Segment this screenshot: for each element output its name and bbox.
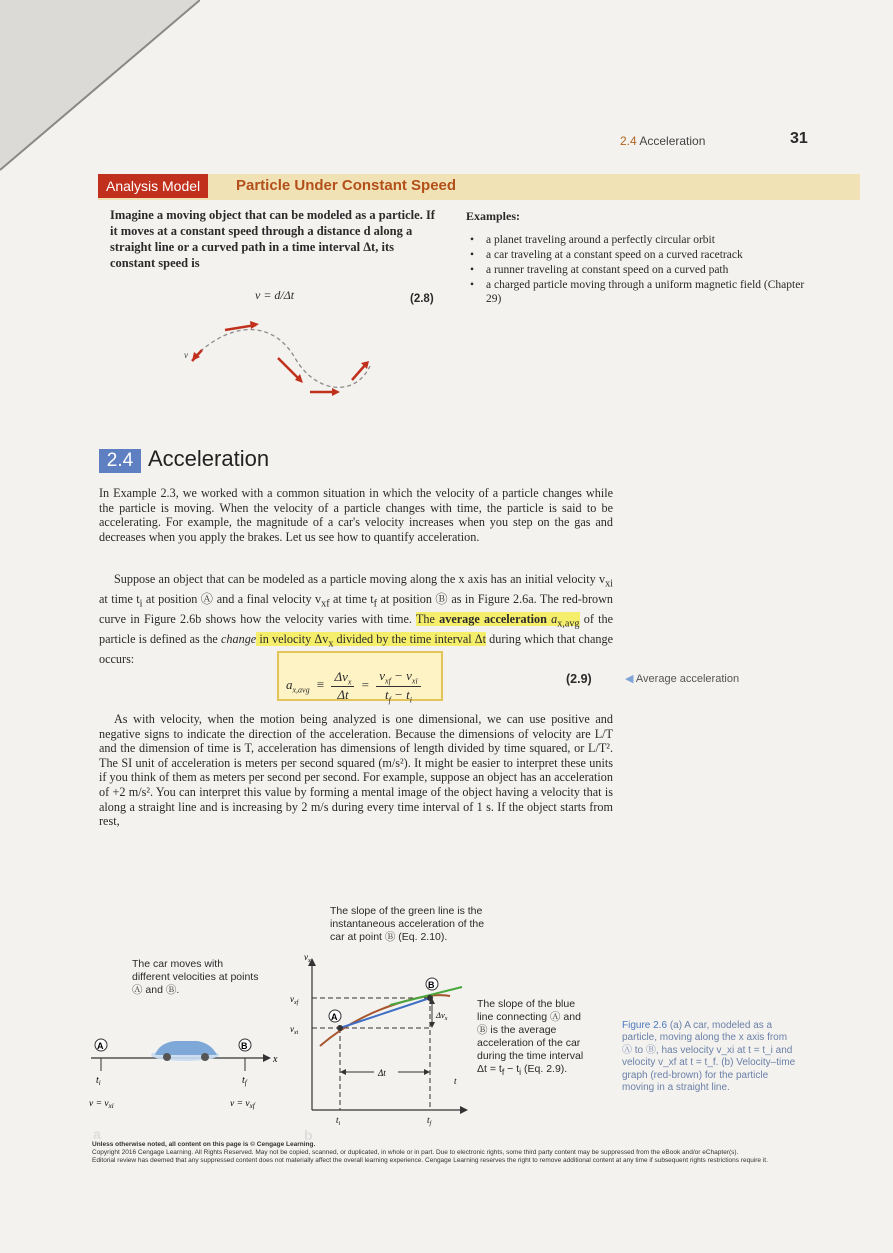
paragraph-3: As with velocity, when the motion being analyzed is one dimensional, we can use positive and negative signs to indicate the direction of the acceleration. Because the dimensions of velocity are L/T and the dimension of time is T, acceleration has dimensions of length divided by time squared, or L/T². The SI unit of acceleration is meters per second squared (m/s²). It might be easier to interpret these units if you think of them as meters per second per second. For example, suppose an object has an acceleration of +2 m/s². You can interpret this value by forming a mental image of the object having a velocity that is along a straight line and is increasing by 2 m/s during every time interval of 1 s. If the object starts from rest,: [99, 712, 613, 829]
svg-text:a: a: [93, 1126, 101, 1142]
point-a-label: A: [97, 1041, 104, 1051]
paragraph-2: Suppose an object that can be modeled as a particle moving along the x axis has an initial velocity $v_{xi}$ at time $t_i$ at position Ⓐ and a final velocity $v_{xf}$ at time $t_f$ at position Ⓑ as in Figure 2.6a. The red-brown curve in Figure 2.6b shows how the velocity varies with time. The average acceleration $a_{x,avg}$ of the particle is defined as the change in velocity $\Delta v_x$ divided by the time interval Δt during which that change occurs:: [99, 572, 614, 667]
analysis-model-text: Imagine a moving object that can be modeled as a particle. If it moves at a constant speed through a distance d along a straight line or a curved path in a time interval Δt, its constant speed is: [110, 208, 435, 270]
svg-text:vxi: $v_{xi}$: [290, 1024, 299, 1036]
examples-label: Examples:: [466, 209, 520, 223]
example-item: • a car traveling at a constant speed on a curved racetrack: [466, 248, 806, 262]
figure-annotation-top: The slope of the green line is the instantaneous acceleration of the car at point Ⓑ (Eq. 2.10).: [330, 905, 485, 943]
svg-text:Δt: Δt: [378, 1068, 386, 1078]
example-item: • a planet traveling around a perfectly circular orbit: [466, 233, 806, 247]
figure-annotation-right: The slope of the blue line connecting Ⓐ and Ⓑ is the average acceleration of the car during the time interval $\Delta t = t_f - t_i$ (Eq. 2.9).: [477, 998, 584, 1078]
folded-page-corner: [0, 0, 200, 175]
paragraph-1: In Example 2.3, we worked with a common situation in which the velocity of a particle changes while the particle is moving. When the velocity of a particle changes with time, the particle is said to be accelerating. For example, the magnitude of a car's velocity increases when you step on the gas and decreases when you apply the brakes. Let us see how to quantify acceleration.: [99, 486, 613, 544]
svg-text:vx: $v_x$: [304, 952, 311, 964]
example-item: • a charged particle moving through a uniform magnetic field (Chapter 29): [466, 278, 806, 306]
velocity-arrow: [352, 364, 366, 380]
svg-text:t: t: [454, 1076, 457, 1086]
equation-2-9-number: (2.9): [566, 672, 592, 686]
svg-text:v = vxi: $v = v_{xi}$: [89, 1099, 114, 1110]
tangent-line: [390, 987, 462, 1005]
svg-text:b: b: [304, 1127, 313, 1143]
v-label: v: [184, 350, 188, 360]
footer-line-2: Copyright 2016 Cengage Learning. All Rights Reserved. May not be copied, scanned, or duplicated, in whole or in part. Due to electronic rights, some third party content may be suppressed from the eBook and/or eChapter(s).: [92, 1149, 739, 1156]
svg-text:ti: $t_i$: [96, 1075, 101, 1087]
svg-text:B: B: [428, 980, 435, 990]
analysis-model-title: Particle Under Constant Speed: [236, 177, 457, 194]
figure-2-6a-car-diagram: [85, 1025, 280, 1145]
figure-annotation-left: The car moves with different velocities at points Ⓐ and Ⓑ.: [132, 958, 259, 996]
margin-note: ◀ Average acceleration: [625, 673, 740, 685]
equation-2-9: $a_{x,avg}$ ≡ $\Delta v_x$ Δt = $v_{xf} - v_{xi}$ $t_f - t_i$: [286, 668, 421, 704]
svg-text:ti: $t_i$: [336, 1115, 341, 1127]
footer-line-1: Unless otherwise noted, all content on this page is © Cengage Learning.: [92, 1141, 316, 1148]
examples-list: [466, 233, 806, 307]
car-icon: [155, 1041, 217, 1055]
equation-2-8: v = d/Δt: [255, 288, 295, 302]
svg-text:tf: $t_f$: [427, 1115, 432, 1127]
point-b-label: B: [241, 1041, 248, 1051]
running-header: [620, 134, 705, 148]
section-number: 2.4: [99, 449, 141, 473]
example-item: • a runner traveling at constant speed on a curved path: [466, 263, 806, 277]
svg-text:Δvx: $\Delta v_x$: [436, 1010, 448, 1022]
figure-2-6b-velocity-time-graph: [290, 950, 480, 1145]
page-number: 31: [790, 130, 808, 147]
svg-text:tf: $t_f$: [242, 1075, 247, 1087]
highlighted-definition: The average acceleration $a_{x,avg}$: [415, 612, 580, 630]
svg-text:A: A: [331, 1012, 338, 1022]
triangle-icon: ◀: [625, 673, 634, 685]
header-section-title: Acceleration: [639, 134, 706, 148]
constant-speed-path-diagram: [180, 318, 380, 408]
analysis-model-band: [98, 174, 860, 200]
average-slope-line: [340, 998, 430, 1028]
header-section-number: 2.4: [620, 134, 637, 148]
svg-text:v = vxf: $v = v_{xf}$: [230, 1099, 255, 1110]
section-title: Acceleration: [148, 446, 270, 471]
equation-2-8-number: (2.8): [410, 293, 434, 305]
svg-text:vxf: $v_{xf}$: [290, 994, 299, 1006]
footer-line-3: Editorial review has deemed that any suppressed content does not materially affect the overall learning experience. Cengage Learning reserves the right to remove additional content at any time if subsequent rights restrictions require it.: [92, 1157, 768, 1164]
analysis-model-tag: Analysis Model: [98, 174, 208, 198]
svg-text:x: x: [273, 1054, 278, 1065]
figure-caption: Figure 2.6 (a) A car, modeled as a particle, moving along the x axis from Ⓐ to Ⓑ, has velocity v_xi at t = t_i and velocity v_xf at t = t_f. (b) Velocity–time graph (red-brown) for the particle moving in a straight line.: [622, 1020, 796, 1094]
